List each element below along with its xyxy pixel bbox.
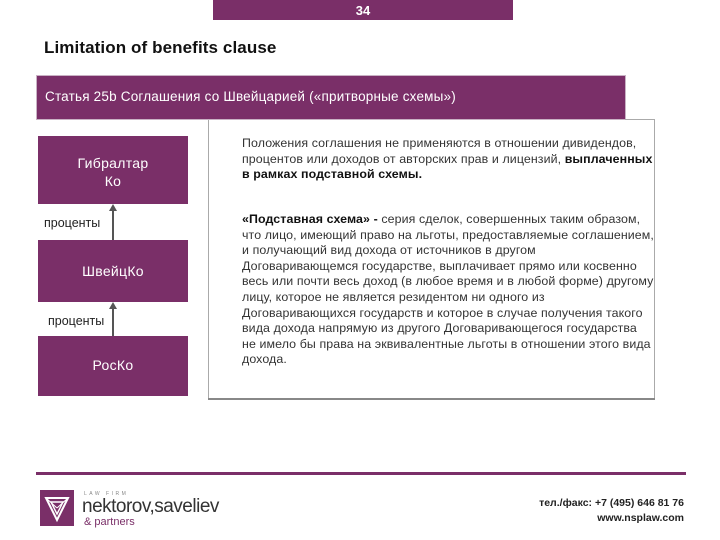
gibraltar-box-line2: Ко bbox=[104, 173, 122, 189]
definition-text: серия сделок, совершенных таким образом, что лицо, имеющий право на льготы, предоставляемые соглашением, и получающий вид дохода от источников в другом Договаривающемся государстве, выплачивает прямо или косвенно весь или почти весь доход (в любое время и в любой форме) другому лицу, которое не является резидентом ни одного из Договаривающихся государств и которое в случае получения такого вида дохода напрямую из другого Договаривающегося государства не имело бы права на эквивалентные льготы в отношении этого вида дохода. bbox=[242, 212, 654, 367]
article-header-bar bbox=[36, 75, 626, 120]
provision-text: Положения соглашения не применяются в отношении дивидендов, процентов или доходов от авторских прав и лицензий, bbox=[242, 136, 637, 166]
page-number: 34 bbox=[355, 3, 371, 18]
swiss-company-box: ШвейцКо bbox=[38, 240, 188, 302]
contact-info bbox=[539, 496, 684, 526]
article-header-text: Статья 25b Соглашения со Швейцарией («притворные схемы») bbox=[45, 89, 456, 104]
interest-label-top: проценты bbox=[44, 216, 101, 230]
definition-paragraph bbox=[242, 212, 654, 368]
footer-divider bbox=[36, 472, 686, 475]
page-number-bar bbox=[213, 0, 513, 20]
slide-title: Limitation of benefits clause bbox=[44, 38, 277, 57]
definition-term: «Подставная схема» - bbox=[242, 212, 382, 226]
frame-border-right bbox=[654, 119, 655, 399]
gibraltar-company-box bbox=[38, 136, 188, 204]
gibraltar-box-line1: Гибралтар bbox=[77, 155, 149, 171]
frame-border-bottom bbox=[208, 398, 655, 400]
flow-arrow-top bbox=[112, 210, 114, 240]
triangle-shield-logo-icon bbox=[40, 490, 74, 526]
russian-company-box: РосКо bbox=[38, 336, 188, 396]
interest-label-bottom: проценты bbox=[48, 314, 105, 328]
frame-border-left bbox=[208, 120, 209, 398]
flow-arrow-bottom bbox=[112, 308, 114, 336]
logo-firm-subtitle: & partners bbox=[84, 516, 135, 528]
logo-firm-label: LAW FIRM bbox=[84, 491, 129, 497]
frame-border-top bbox=[625, 119, 655, 120]
contact-phone: тел./факс: +7 (495) 646 81 76 bbox=[539, 497, 684, 509]
contact-website[interactable]: www.nsplaw.com bbox=[597, 512, 684, 524]
provision-paragraph bbox=[242, 136, 654, 183]
provision-bold-text: выплаченных в рамках подставной схемы. bbox=[242, 151, 653, 182]
logo-firm-name: nektorov,saveliev bbox=[82, 496, 219, 517]
